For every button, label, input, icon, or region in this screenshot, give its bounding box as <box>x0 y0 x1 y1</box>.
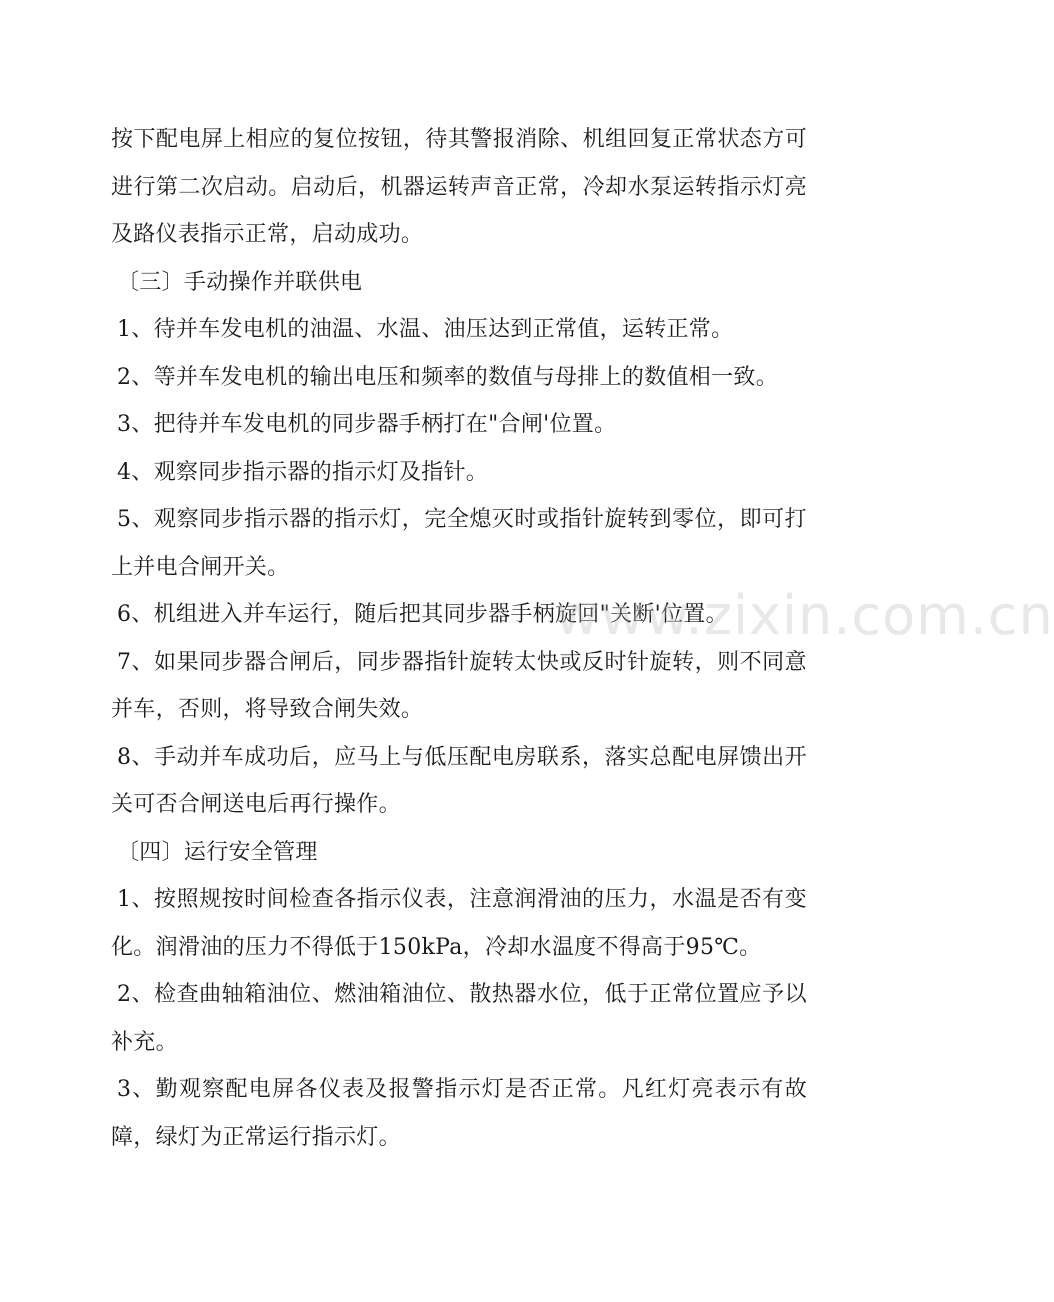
document-body <box>111 116 807 1161</box>
watermark: www.zixin.com.cn <box>555 584 1054 647</box>
list-item: 1、待并车发电机的油温、水温、油压达到正常值，运转正常。 <box>117 317 734 342</box>
list-item: 7、如果同步器合闸后，同步器指针旋转太快或反时针旋转，则不同意并车，否则，将导致合闸失效。 <box>111 649 807 722</box>
list-item: 5、观察同步指示器的指示灯，完全熄灭时或指针旋转到零位，即可打上并电合闸开关。 <box>111 507 807 580</box>
list-item: 1、按照规按时间检查各指示仪表，注意润滑油的压力，水温是否有变化。润滑油的压力不得低于150kPa，冷却水温度不得高于95℃。 <box>111 887 807 960</box>
list-item: 4、观察同步指示器的指示灯及指针。 <box>117 459 489 485</box>
list-item: 8、手动并车成功后，应马上与低压配电房联系，落实总配电屏馈出开关可否合闸送电后再行操作。 <box>111 744 807 817</box>
list-item: 2、检查曲轴箱油位、燃油箱油位、散热器水位，低于正常位置应予以补充。 <box>111 982 807 1055</box>
section-heading-safety: 〔四〕运行安全管理 <box>117 839 318 865</box>
section-heading-parallel-supply: 〔三〕手动操作并联供电 <box>117 269 363 295</box>
list-item: 6、机组进入并车运行，随后把其同步器手柄旋回"关断'位置。 <box>117 602 728 627</box>
list-item: 3、把待并车发电机的同步器手柄打在"合闸'位置。 <box>117 412 617 437</box>
paragraph-restart-note: 按下配电屏上相应的复位按钮，待其警报消除、机组回复正常状态方可进行第二次启动。启动后，机器运转声音正常，冷却水泵运转指示灯亮及路仪表指示正常，启动成功。 <box>111 127 807 247</box>
list-item: 3、勤观察配电屏各仪表及报警指示灯是否正常。凡红灯亮表示有故障，绿灯为正常运行指示灯。 <box>111 1077 807 1150</box>
list-item: 2、等并车发电机的输出电压和频率的数值与母排上的数值相一致。 <box>117 364 778 390</box>
